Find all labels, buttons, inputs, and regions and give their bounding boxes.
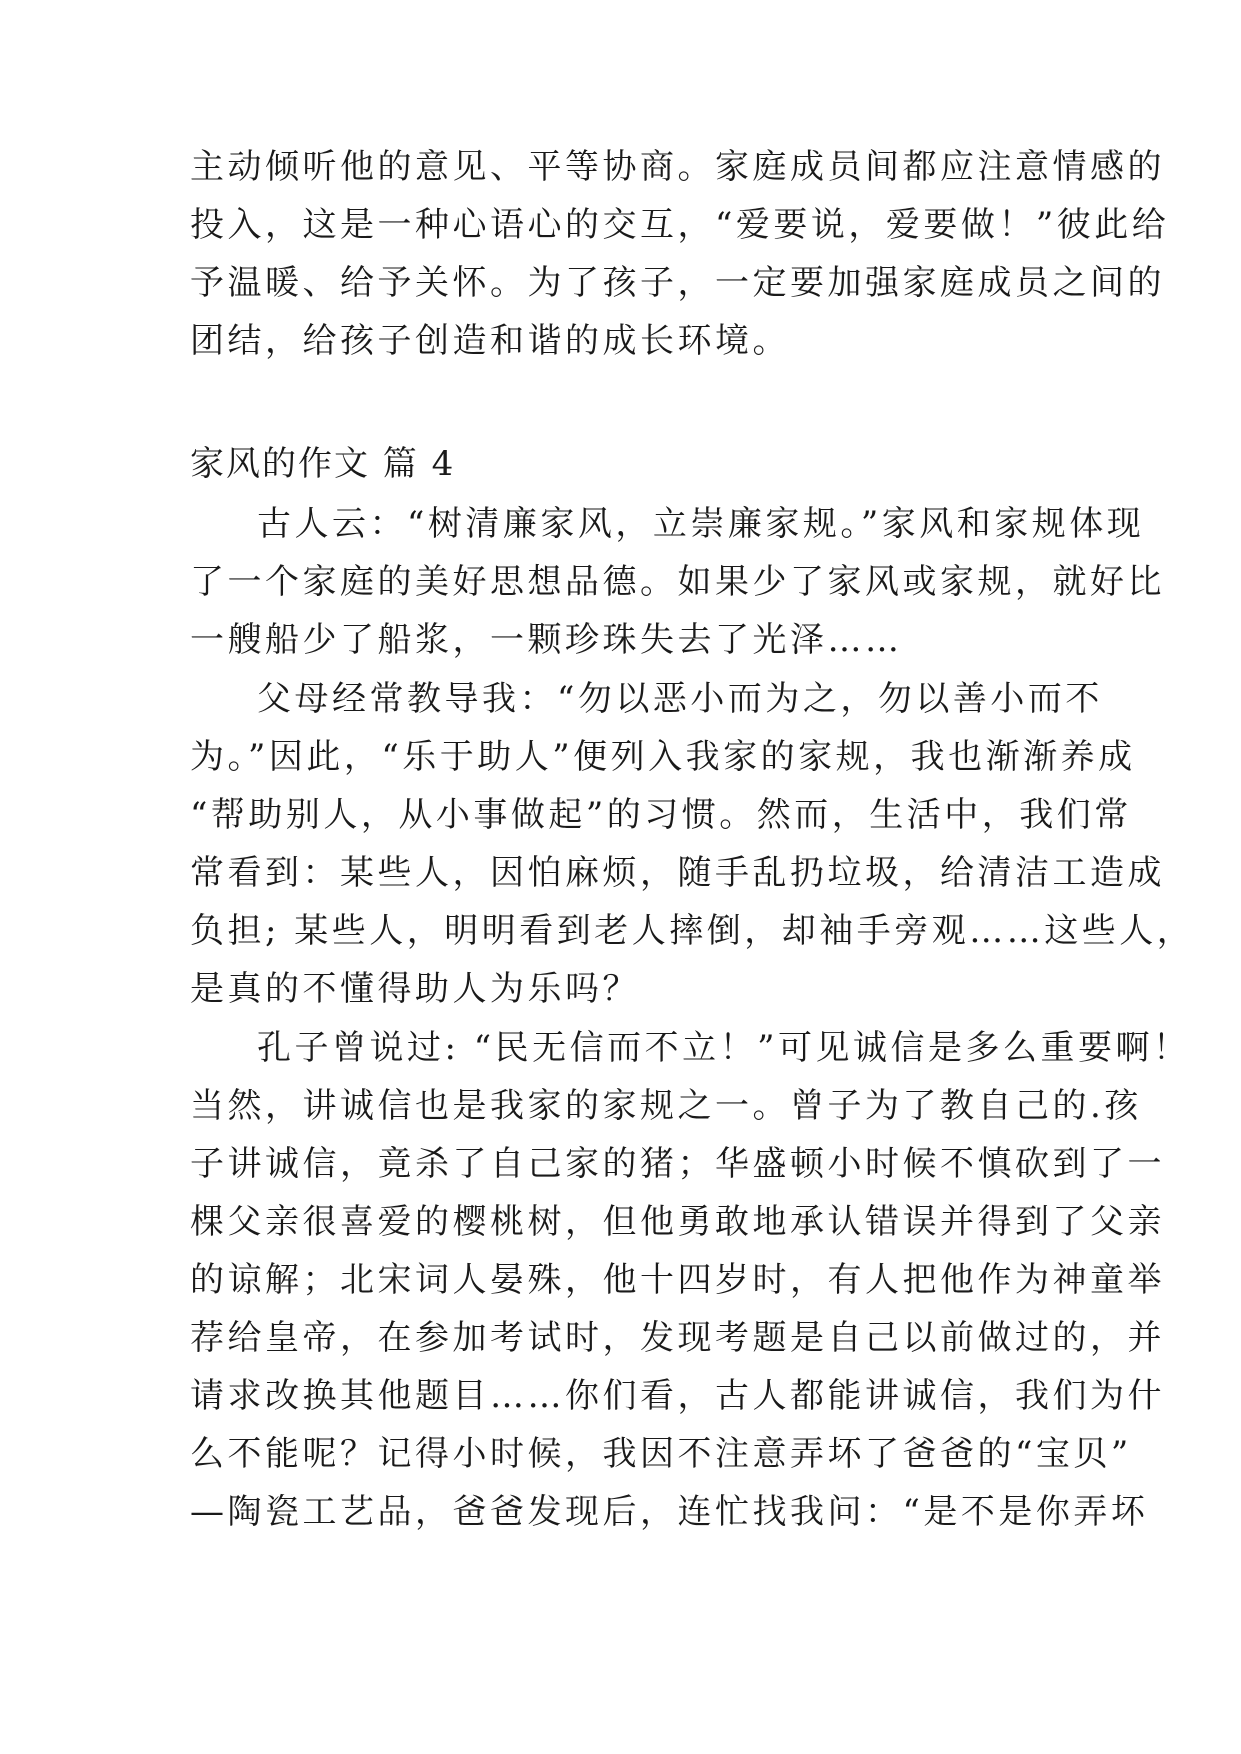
text-line: 古人云：“树清廉家风，立崇廉家规。”家风和家规体现 — [257, 504, 1145, 544]
text-line: “帮助别人，从小事做起”的习惯。然而，生活中，我们常 — [190, 795, 1132, 835]
text-line: 投入，这是一种心语心的交互，“爱要说，爱要做！”彼此给 — [190, 205, 1170, 245]
text-line: 棵父亲很喜爱的樱桃树，但他勇敢地承认错误并得到了父亲 — [190, 1202, 1165, 1242]
text-line: 团结，给孩子创造和谐的成长环境。 — [190, 321, 790, 361]
text-line: —陶瓷工艺品，爸爸发现后，连忙找我问：“是不是你弄坏 — [190, 1492, 1149, 1532]
text-line: 荐给皇帝，在参加考试时，发现考题是自己以前做过的，并 — [190, 1318, 1165, 1358]
text-line: 当然，讲诚信也是我家的家规之一。曾子为了教自己的.孩 — [190, 1086, 1142, 1126]
text-line: 一艘船少了船浆，一颗珍珠失去了光泽…… — [190, 620, 903, 660]
text-line: 为。”因此，“乐于助人”便列入我家的家规，我也渐渐养成 — [190, 737, 1136, 777]
text-line: 么不能呢？记得小时候，我因不注意弄坏了爸爸的“宝贝” — [190, 1434, 1132, 1474]
text-line: 请求改换其他题目……你们看，古人都能讲诚信，我们为什 — [190, 1376, 1165, 1416]
section-heading: 家风的作文 篇 4 — [190, 444, 456, 484]
text-line: 是真的不懂得助人为乐吗？ — [190, 969, 640, 1009]
text-line: 父母经常教导我：“勿以恶小而为之，勿以善小而不 — [257, 679, 1103, 719]
text-line: 子讲诚信，竟杀了自己家的猪；华盛顿小时候不慎砍到了一 — [190, 1144, 1165, 1184]
text-line: 予温暖、给予关怀。为了孩子，一定要加强家庭成员之间的 — [190, 263, 1165, 303]
text-line: 孔子曾说过: “民无信而不立！”可见诚信是多么重要啊！ — [257, 1028, 1191, 1068]
text-line: 主动倾听他的意见、平等协商。家庭成员间都应注意情感的 — [190, 147, 1165, 187]
text-line: 负担; 某些人，明明看到老人摔倒，却袖手旁观……这些人， — [190, 911, 1195, 951]
text-line: 常看到：某些人，因怕麻烦，随手乱扔垃圾，给清洁工造成 — [190, 853, 1165, 893]
text-line: 了一个家庭的美好思想品德。如果少了家风或家规，就好比 — [190, 562, 1165, 602]
text-line: 的谅解；北宋词人晏殊，他十四岁时，有人把他作为神童举 — [190, 1260, 1165, 1300]
